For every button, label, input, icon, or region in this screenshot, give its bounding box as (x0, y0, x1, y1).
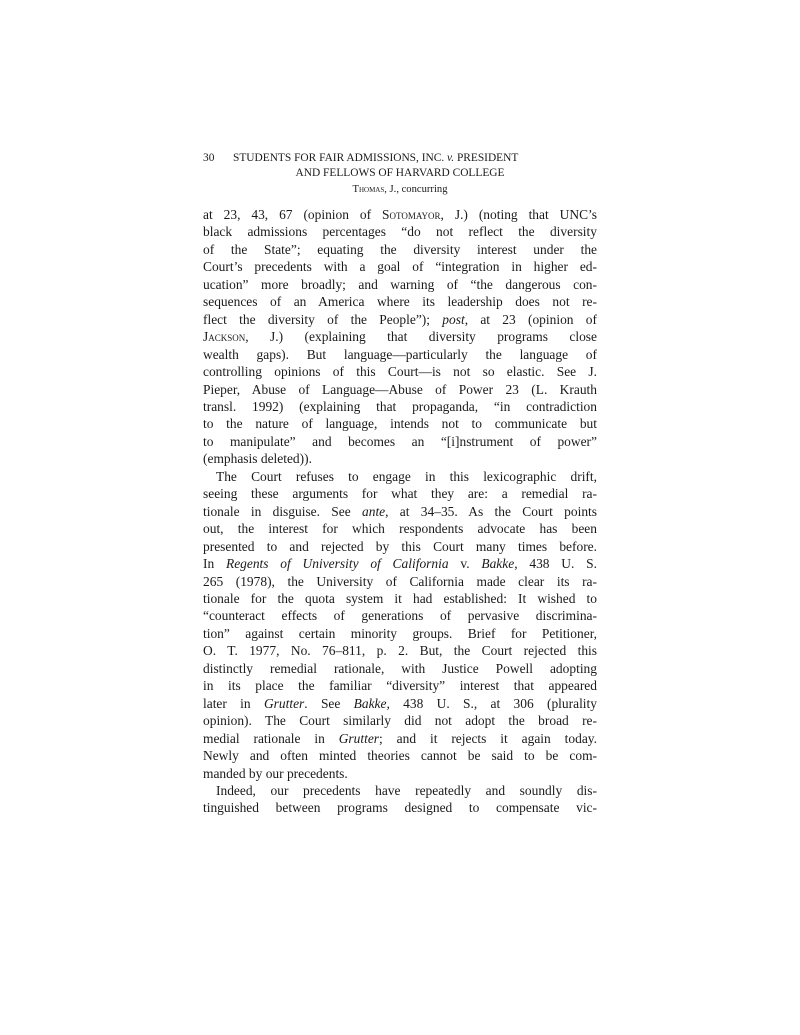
text-run: . See (304, 695, 354, 711)
case-name: Bakke, (353, 695, 390, 711)
case-name: Grutter (263, 695, 305, 711)
text-line: sequences of an America where its leadership does not re- (203, 294, 597, 310)
text-run: v. (448, 556, 482, 572)
case-title-versus: v. (447, 152, 455, 164)
text-line: black admissions percentages “do not reflect the diversity (203, 224, 597, 240)
text-line (203, 730, 597, 747)
opinion-type: , concurring (396, 184, 448, 195)
text-line: ucation” more broadly; and warning of “the dangerous con- (203, 276, 597, 292)
text-line (203, 695, 597, 712)
text-line (203, 206, 597, 223)
opinion-author: Thomas, J. (352, 184, 397, 195)
text-line: seeing these arguments for what they are: a remedial ra- (203, 486, 597, 502)
case-name: Regents of University of California (225, 556, 449, 572)
running-head-row (203, 151, 597, 166)
text-line (203, 311, 597, 328)
text-line: to manipulate” and becomes an “[i]nstrument of power” (203, 433, 597, 449)
text-line (203, 328, 597, 345)
justice-name: Sotomayor (382, 207, 441, 222)
text-line: (emphasis deleted)). (203, 451, 312, 467)
citation-signal: post (442, 311, 465, 327)
paragraph-1 (203, 206, 597, 468)
text-line: Indeed, our precedents have repeatedly and soundly dis- (216, 782, 597, 798)
text-line: O. T. 1977, No. 76–811, p. 2. But, the Court rejected this (203, 643, 597, 659)
text-line: transl. 1992) (explaining that propaganda, “in contradiction (203, 398, 597, 414)
text-line: opinion). The Court similarly did not adopt the broad re- (203, 713, 597, 729)
text-line: presented to and rejected by this Court many times before. (203, 538, 597, 554)
text-line (203, 555, 597, 572)
text-run: In (203, 556, 226, 572)
case-title-part-2: PRESIDENT (454, 152, 519, 164)
text-line: wealth gaps). But language—particularly the language of (203, 346, 597, 362)
case-title-line-2: AND FELLOWS OF HARVARD COLLEGE (295, 167, 505, 179)
text-run: , J.) (noting that UNC’s (440, 207, 597, 222)
case-title-line-1 (233, 151, 518, 166)
text-line: Newly and often minted theories cannot be said to be com- (203, 748, 597, 764)
text-run: , at 23 (opinion of (464, 311, 597, 327)
opinion-body (203, 206, 597, 817)
text-run: later in (203, 695, 264, 711)
paragraph-2 (203, 468, 597, 782)
text-line (203, 503, 597, 520)
text-run: , 438 U. S. (514, 556, 597, 572)
text-run: 438 U. S., at 306 (plurality (389, 695, 597, 711)
text-run: flect the diversity of the People”); (203, 311, 443, 327)
text-line: “counteract effects of generations of pervasive discrimina- (203, 608, 597, 624)
text-run: medial rationale in (203, 730, 339, 746)
text-line: in its place the familiar “diversity” interest that appeared (203, 678, 597, 694)
text-line: manded by our precedents. (203, 765, 348, 781)
text-line: tionale for the quota system it had established: It wished to (203, 590, 597, 606)
text-run: , at 34–35. As the Court points (385, 503, 597, 519)
page-number: 30 (203, 152, 215, 164)
text-run: ; and it rejects it again today. (379, 730, 597, 746)
case-name: Bakke (481, 556, 515, 572)
text-line: tinguished between programs designed to compensate vic- (203, 800, 597, 816)
text-line: 265 (1978), the University of California made clear its ra- (203, 573, 597, 589)
text-line: The Court refuses to engage in this lexicographic drift, (216, 468, 597, 484)
text-line: to the nature of language, intends not to communicate but (203, 416, 597, 432)
text-run: at 23, 43, 67 (opinion of (203, 207, 383, 222)
text-line: Court’s precedents with a goal of “integration in higher ed- (203, 259, 597, 275)
text-run: tionale in disguise. See (203, 503, 363, 519)
text-line: of the State”; equating the diversity interest under the (203, 241, 597, 257)
opinion-label (203, 182, 597, 197)
text-line: distinctly remedial rationale, with Justice Powell adopting (203, 660, 597, 676)
text-line: Pieper, Abuse of Language—Abuse of Power 23 (L. Krauth (203, 381, 597, 397)
citation-signal: ante (362, 503, 386, 519)
text-line: controlling opinions of this Court—is not so elastic. See J. (203, 364, 597, 380)
running-head (203, 151, 597, 197)
text-line: tion” against certain minority groups. Brief for Petitioner, (203, 625, 597, 641)
justice-name: Jackson (203, 329, 246, 345)
case-title-part-1: STUDENTS FOR FAIR ADMISSIONS, INC. (233, 152, 448, 164)
text-line: out, the interest for which respondents advocate has been (203, 521, 597, 537)
case-name: Grutter (338, 730, 380, 746)
paragraph-3 (203, 782, 597, 817)
text-run: , J.) (explaining that diversity programs close (245, 329, 597, 345)
